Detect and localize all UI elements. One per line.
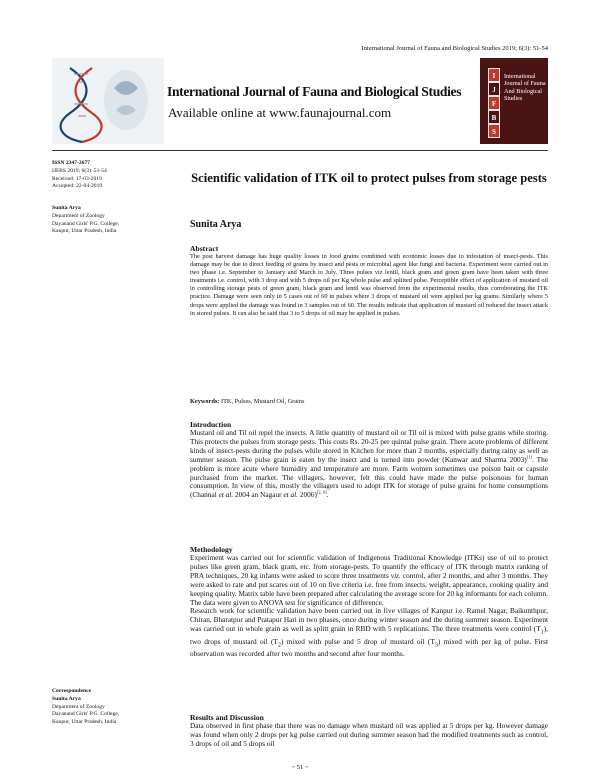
issn: ISSN 2347-2677 (52, 160, 91, 166)
abstract-section (190, 244, 548, 318)
affiliation-college: Dayanand Girls' P.G. College, (52, 220, 120, 227)
correspondence-name: Sunita Arya (52, 695, 81, 702)
results-text: Data observed in first phase that there was no damage when mustard oil was applied at 5 drops per kg. However damage was found when only 2 drops per kg pulse carried out during summer season had the modified treatments such as control, 3 drops of oil and 5 drops oil (190, 721, 548, 748)
correspondence-city: Kanpur, Uttar Pradesh, India (52, 719, 117, 726)
side-panel-text: International Journal of Fauna And Biological Studies (504, 73, 546, 103)
journal-side-panel (480, 58, 548, 144)
side-letter-tile: F (488, 96, 500, 110)
accepted-date: Accepted: 22-04-2019 (52, 183, 103, 190)
methodology-paragraph: Research work for scientific validation have been carried out in five villages of Kanpur i.e. Ramel Nagar, Baikunthpur, Chiran, Bharatpur and Pratapur Hari in two phases, once during winter season and the during summer season. Experiment was carried out in whole grain as well as splitt grain in RBD with 5 replications. The three treatments were control $(T_1)$, two drops of mustard oil $(T_2)$ mixed with pulse and 5 drop of mustard oil $(T_3)$ mixed with per kg of pulse. First observation was recorded after two months and second after four months. (190, 606, 548, 658)
keywords-label: Keywords: (190, 398, 220, 405)
received-date: Received: 17-03-2019 (52, 175, 102, 182)
results-heading: Results and Discussion (190, 713, 264, 722)
page-number: ~ 51 ~ (291, 764, 309, 771)
introduction-heading: Introduction (190, 420, 232, 429)
side-letter-tile: J (488, 82, 500, 96)
running-head: International Journal of Fauna and Biological Studies 2019; 6(3): 51-54 (361, 45, 548, 52)
affiliation-city: Kanpur, Uttar Pradesh, India (52, 228, 117, 235)
correspondence-dept: Department of Zoology (52, 703, 105, 710)
introduction-text: Mustard oil and Til oil repel the insects. A little quantity of mustard oil or Til oil is mixed with pulse grains while storing. This protects the pulses from storage pests. This costs Rs. 20-25 per quintal pulse grain. There acute problems of different kinds of insect-pests during the pulses while stored in Kitchen for more than 2 months, especially during rainy as well as summer season. The pulse grain is eaten by the insect and is turned into powder (Kanwar and Sharma 2003)[1]. The problem is more acute where humidity and temperature are more. Farm women sometimes use poison bait or capsule purchased from the market. The villagers, however, felt this could have made the pulse poisonous for human consumption. In view of this, mostly the villagers used to adopt ITK for storage of pulse grains for home consumptions (Channal et al. 2004 an Nagaur et al. 2006)[2, 6]. (190, 428, 548, 500)
affiliation-name: Sunita Arya (52, 205, 81, 211)
affiliation (52, 205, 172, 236)
correspondence (52, 688, 172, 727)
methodology-heading: Methodology (190, 545, 233, 554)
correspondence-college: Dayanand Girls' P.G. College, (52, 711, 120, 718)
introduction-section (190, 420, 548, 500)
dna-helix-icon (52, 58, 164, 144)
ijfbs-ref: IJFBS 2019; 6(3): 51-54 (52, 167, 107, 174)
side-letter-tile: B (488, 110, 500, 124)
header-rule (52, 150, 548, 151)
keywords (190, 398, 548, 405)
methodology-section (190, 545, 548, 659)
journal-logo (52, 58, 164, 144)
side-letter-tile: I (488, 68, 500, 82)
article-author: Sunita Arya (190, 219, 242, 230)
journal-website: Available online at www.faunajournal.com (168, 105, 392, 120)
article-info (52, 160, 172, 191)
journal-banner (52, 58, 548, 144)
side-letter-tile: S (488, 124, 500, 138)
correspondence-label: Correspondence (52, 688, 92, 694)
results-section (190, 713, 548, 749)
methodology-paragraph: Experiment was carried out for scientific validation of Indigenous Traditional Knowledge (ITKs) use of oil to protect pulses like green gram, black gram, etc. from storage-pests. To quantify the efficacy of ITK through matrix ranking of PRA techniques, 20 kg infants were asked to score three treatments viz. control, after 2 months, and after 3 months. They were asked to rate and put scares out of 10 on five criteria i.e. free from insects, weight, appearance, cooking quality and keeping quality. Matrix table have been prepared after calculating the average score for 20 kg informants for each column. The data were given to ANOVA test for significance of difference. (190, 553, 548, 607)
journal-title: International Journal of Fauna and Biological Studies (167, 84, 462, 99)
keywords-text: ITK, Pulses, Mustard Oil, Grains (220, 398, 305, 405)
affiliation-dept: Department of Zoology (52, 212, 105, 219)
abstract-text: The post harvest damage has huge quality losses in food grains combined with economic losses due to infestation of insect-pests. This damage may be due to direct feeding of grains by insect and pests or microbial agent like fungi and bacteria. Experiment were carried out in two phase i.e. September to January and March to July. Three pulses viz lentil, black gram and green gram have been taken with three treatments i.e. control, with 3 drop and with 5 drops oil per Kg whole pulse and splitted pulse. Perceptible effect of application of mustard oil in controlling storage pests of green gram, black gram and lentil was observed from the experimental results, thus corroborating the ITK practice. Damage were seen only in 5 cases out of 60 in pulses where 3 drops of mustard oil were applied per kg grains. Similarly where 5 drops were applied the damage was found in 3 samples out of 60. The results indicate that application of mustard oil reduced the insect attack in stored pulses. It can also be said that 3 to 5 drops of oil may be applied in pulses. (190, 253, 548, 317)
abstract-heading: Abstract (190, 244, 219, 253)
article-title: Scientific validation of ITK oil to protect pulses from storage pests (191, 171, 547, 185)
